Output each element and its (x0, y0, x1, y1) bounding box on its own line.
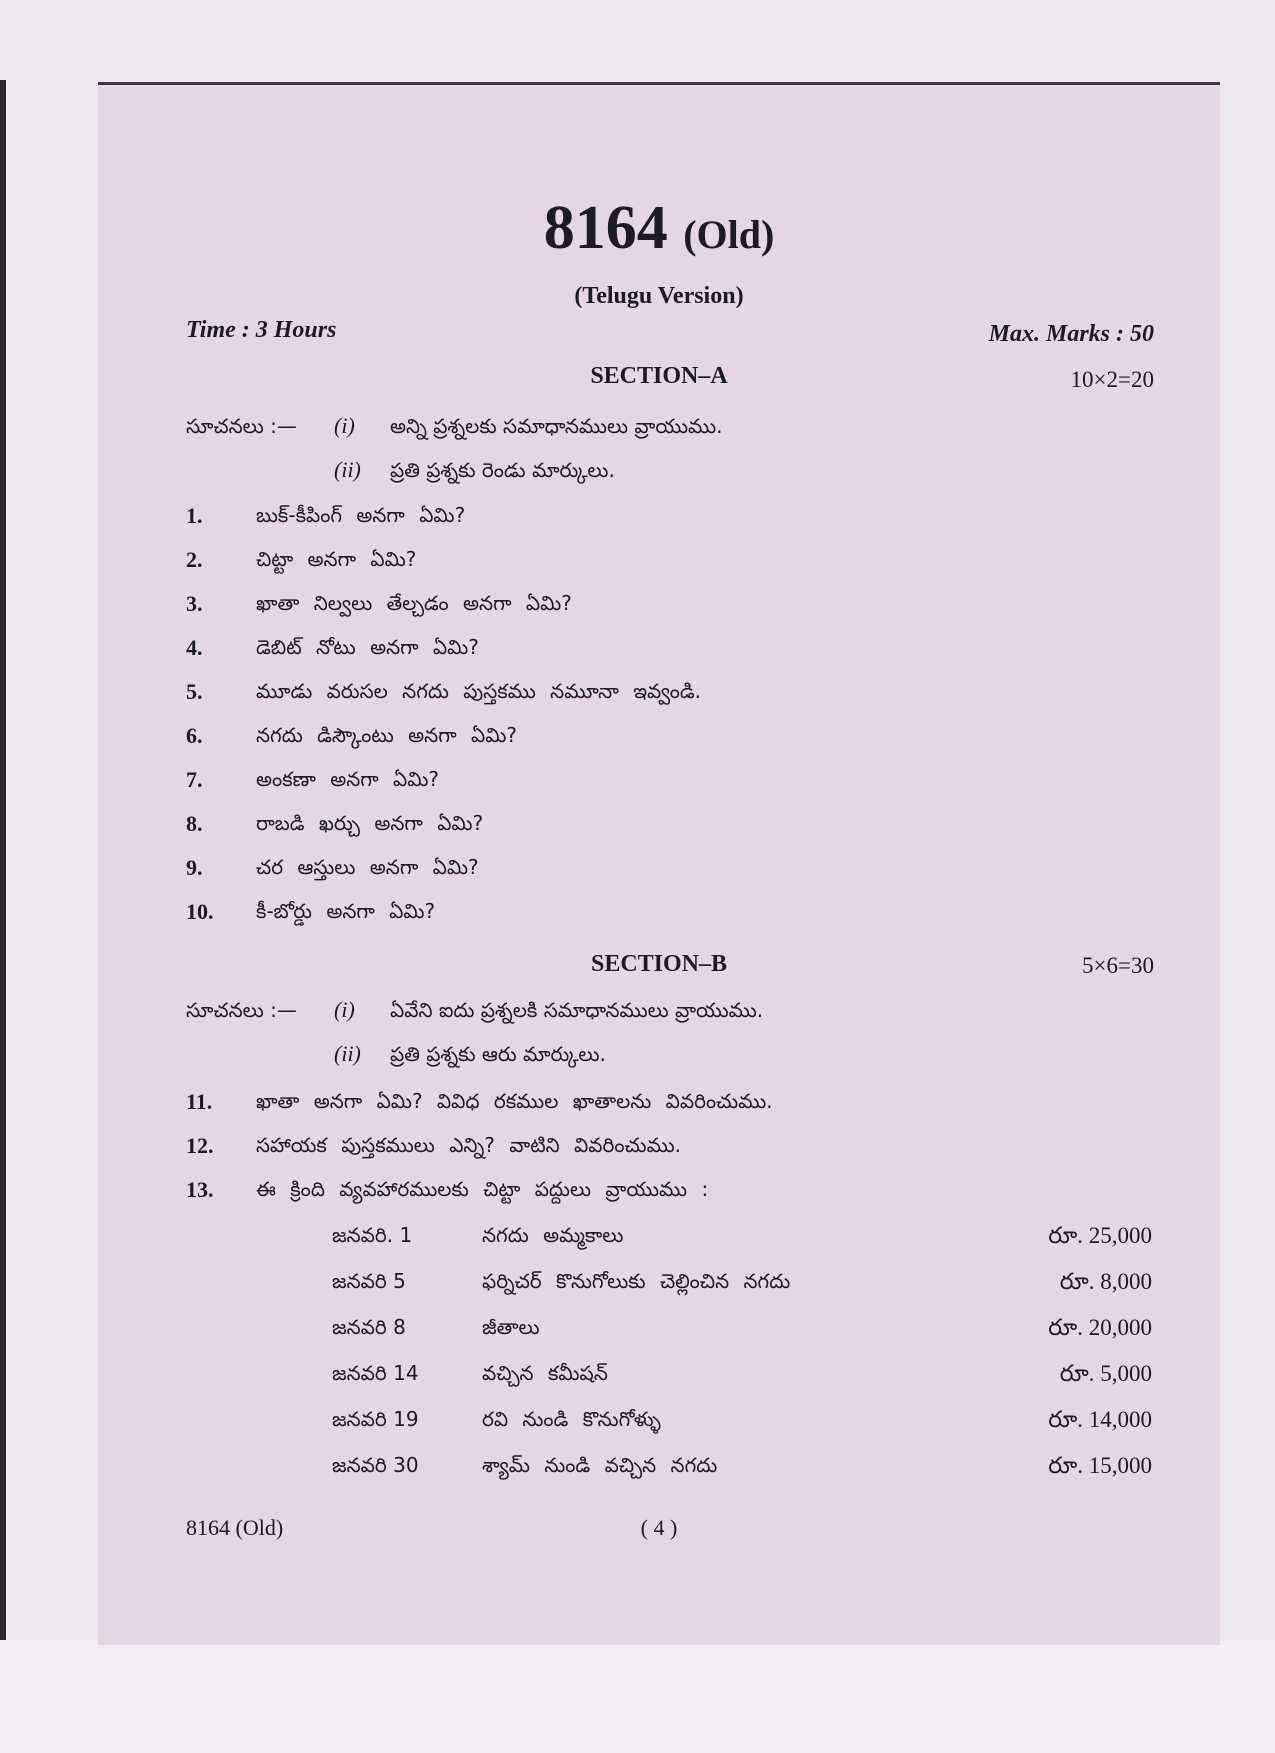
transaction-amount: రూ. 20,000 (1048, 1315, 1152, 1340)
paper-code (98, 193, 1220, 264)
time-allowed: Time : 3 Hours (186, 317, 337, 343)
question-text: డెబిట్ నోటు అనగా ఏమి? (256, 635, 479, 659)
instruction-number: (i) (334, 413, 355, 438)
question-number: 13. (186, 1177, 214, 1202)
instruction-number: (ii) (334, 457, 361, 482)
transaction-amount: రూ. 25,000 (1048, 1223, 1152, 1248)
transaction-description: జీతాలు (482, 1315, 540, 1339)
question-text: సహాయక పుస్తకములు ఎన్ని? వాటిని వివరించుము. (256, 1133, 682, 1157)
footer-paper-code: 8164 (Old) (186, 1515, 284, 1540)
paper-code-number: 8164 (543, 194, 668, 262)
question-number: 2. (186, 547, 203, 572)
transaction-amount: రూ. 15,000 (1048, 1453, 1152, 1478)
question-number: 6. (186, 723, 203, 748)
section-b-title: SECTION–B (590, 951, 728, 977)
question-text: నగదు డిస్కౌంటు అనగా ఏమి? (256, 723, 517, 747)
transaction-date: జనవరి 30 (332, 1453, 419, 1477)
question-text: కీ-బోర్డు అనగా ఏమి? (256, 899, 436, 923)
question-number: 4. (186, 635, 203, 660)
question-text: అంకణా అనగా ఏమి? (256, 767, 440, 791)
instruction-number: (i) (334, 997, 355, 1022)
transaction-date: జనవరి 14 (332, 1361, 419, 1385)
section-a-instruction-2 (334, 457, 615, 487)
transaction-date: జనవరి 19 (332, 1407, 419, 1431)
paper-code-suffix: (Old) (683, 212, 775, 257)
section-a-title: SECTION–A (590, 363, 728, 389)
section-b-instruction-2 (334, 1041, 606, 1071)
scan-edge (0, 80, 6, 1640)
question-text: రాబడి ఖర్చు అనగా ఏమి? (256, 811, 484, 835)
transaction-date: జనవరి. 1 (332, 1223, 413, 1247)
question-text: బుక్-కీపింగ్ అనగా ఏమి? (256, 503, 466, 527)
instruction-lead: సూచనలు :— (186, 414, 297, 438)
transaction-description: వచ్చిన కమీషన్ (482, 1361, 608, 1385)
transaction-description: రవి నుండి కొనుగోళ్ళు (482, 1407, 661, 1431)
transaction-description: ఫర్నిచర్ కొనుగోలుకు చెల్లించిన నగదు (482, 1269, 791, 1293)
section-b-instruction-1 (186, 997, 763, 1027)
exam-sheet (98, 82, 1220, 1645)
transaction-date: జనవరి 8 (332, 1315, 406, 1339)
question-number: 3. (186, 591, 203, 616)
page-number: ( 4 ) (640, 1515, 678, 1540)
section-a-instruction-1 (186, 413, 722, 443)
instruction-text: ఏవేని ఐదు ప్రశ్నలకి సమాధానములు వ్రాయుము. (390, 998, 764, 1022)
question-text: ఖాతా అనగా ఏమి? వివిధ రకముల ఖాతాలను వివరించుము. (256, 1089, 773, 1113)
question-text: ఖాతా నిల్వలు తేల్చడం అనగా ఏమి? (256, 591, 572, 615)
transaction-amount: రూ. 5,000 (1059, 1361, 1152, 1386)
transaction-description: శ్యామ్ నుండి వచ్చిన నగదు (482, 1453, 718, 1477)
question-number: 10. (186, 899, 214, 924)
question-number: 9. (186, 855, 203, 880)
question-number: 7. (186, 767, 203, 792)
question-number: 5. (186, 679, 203, 704)
question-text: చిట్టా అనగా ఏమి? (256, 547, 417, 571)
instruction-text: ప్రతి ప్రశ్నకు రెండు మార్కులు. (390, 458, 615, 482)
transaction-date: జనవరి 5 (332, 1269, 406, 1293)
question-number: 8. (186, 811, 203, 836)
transaction-amount: రూ. 14,000 (1048, 1407, 1152, 1432)
instruction-lead: సూచనలు :— (186, 998, 297, 1022)
question-text: ఈ క్రింది వ్యవహారములకు చిట్టా పద్దులు వ్రాయుము : (256, 1177, 709, 1201)
question-number: 11. (186, 1089, 213, 1114)
max-marks: Max. Marks : 50 (988, 321, 1154, 347)
instruction-text: ప్రతి ప్రశ్నకు ఆరు మార్కులు. (390, 1042, 606, 1066)
section-a-marks: 10×2=20 (1070, 367, 1154, 392)
question-number: 12. (186, 1133, 214, 1158)
question-text: మూడు వరుసల నగదు పుస్తకము నమూనా ఇవ్వండి. (256, 679, 702, 703)
section-b-marks: 5×6=30 (1082, 953, 1154, 978)
transaction-description: నగదు అమ్మకాలు (482, 1223, 624, 1247)
transaction-amount: రూ. 8,000 (1059, 1269, 1152, 1294)
question-number: 1. (186, 503, 203, 528)
paper-version: (Telugu Version) (574, 283, 744, 309)
question-text: చర ఆస్తులు అనగా ఏమి? (256, 855, 479, 879)
instruction-text: అన్ని ప్రశ్నలకు సమాధానములు వ్రాయుము. (390, 414, 723, 438)
scan-margin (0, 1640, 1275, 1753)
instruction-number: (ii) (334, 1041, 361, 1066)
